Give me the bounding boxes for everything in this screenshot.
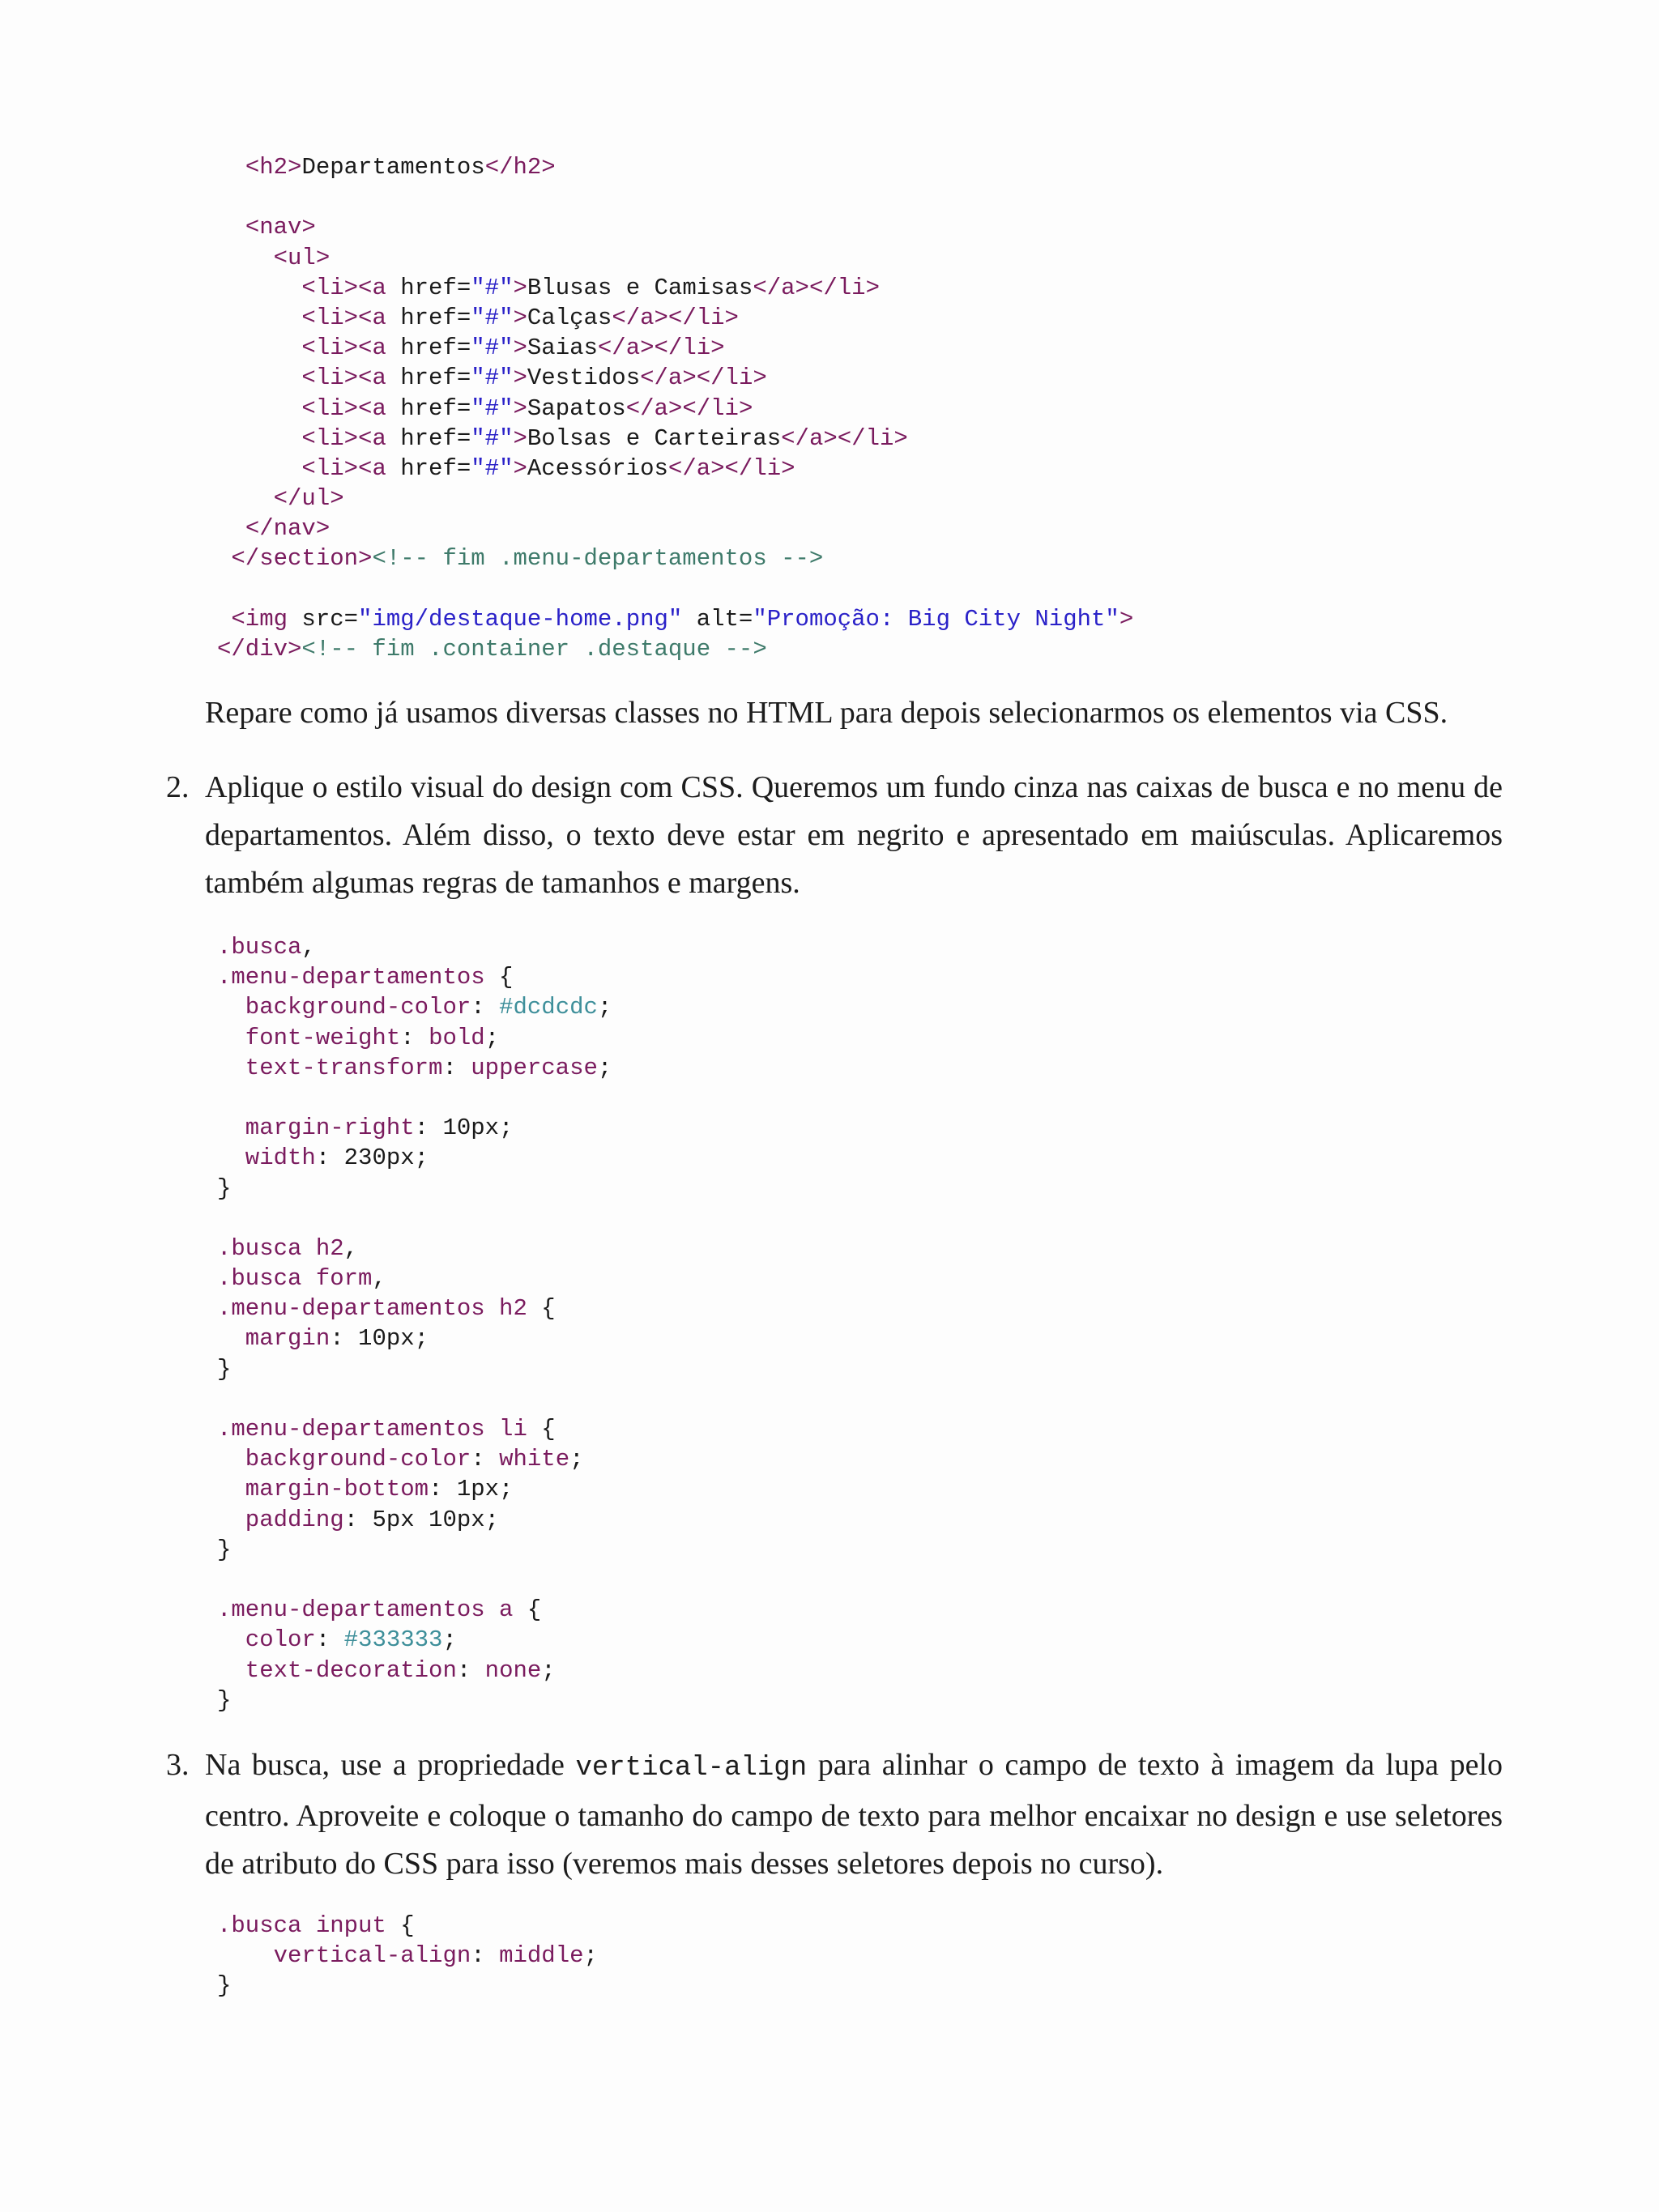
code-token: ;	[569, 1446, 584, 1473]
code-token: margin-right	[217, 1115, 415, 1142]
code-line	[217, 243, 1133, 273]
list-item-2	[205, 764, 1503, 907]
code-token: color	[217, 1626, 316, 1654]
code-token: "Promoção: Big City Night"	[753, 605, 1120, 633]
code-line	[217, 1971, 598, 2001]
code-token: "#"	[471, 335, 514, 362]
code-line	[217, 1911, 598, 1941]
code-token: font-weight	[217, 1024, 401, 1051]
code-line	[217, 1595, 612, 1625]
code-line	[217, 1204, 612, 1234]
code-token: ;	[597, 1054, 612, 1081]
list-item-3	[205, 1741, 1503, 1888]
code-token: .busca form	[217, 1265, 373, 1293]
code-token: middle	[499, 1942, 584, 1970]
code-line	[217, 1444, 612, 1474]
code-token: <li><a	[245, 335, 401, 362]
code-token: bold	[429, 1024, 485, 1051]
code-token: href=	[400, 394, 471, 422]
code-line	[217, 1023, 612, 1053]
code-token: :	[315, 1626, 344, 1654]
code-token: margin	[217, 1325, 331, 1353]
code-token: href=	[400, 454, 471, 482]
code-token: <nav>	[245, 214, 316, 241]
code-line	[217, 152, 1133, 182]
code-line	[217, 1053, 612, 1083]
code-token: .busca h2	[217, 1234, 344, 1262]
code-token: >	[513, 274, 527, 301]
code-token: Calças	[527, 304, 612, 331]
code-token: :	[471, 1446, 500, 1473]
code-token: >	[513, 304, 527, 331]
code-token: <li><a	[245, 304, 401, 331]
code-line	[217, 394, 1133, 424]
code-line	[217, 333, 1133, 363]
code-token: .menu-departamentos li	[217, 1416, 527, 1443]
code-line	[217, 574, 1133, 604]
code-token: </div>	[217, 636, 302, 663]
list-number-2: 2.	[166, 770, 190, 804]
list-number-3: 3.	[166, 1748, 190, 1782]
code-token: :	[471, 994, 500, 1021]
code-line	[217, 992, 612, 1022]
code-token: <img	[231, 605, 302, 633]
list-item-2-text: Aplique o estilo visual do design com CSS. Queremos um fundo cinza nas caixas de busca e no menu de departamentos. Além disso, o texto deve estar em negrito e apresentado em maiúsculas. Aplicaremos também algumas regras de tamanhos e margens.	[205, 770, 1503, 900]
code-token: </a></li>	[625, 394, 753, 422]
code-line	[217, 1414, 612, 1444]
code-token: .busca	[217, 934, 302, 961]
code-line	[217, 1625, 612, 1655]
item-3-text-before: Na busca, use a propriedade	[205, 1748, 576, 1782]
code-token: Departamentos	[301, 154, 485, 181]
code-token: : 1px;	[429, 1476, 514, 1503]
code-token: :	[471, 1942, 500, 1970]
code-token: src=	[301, 605, 359, 633]
code-line	[217, 424, 1133, 454]
code-token: </a></li>	[753, 274, 880, 301]
code-token: width	[217, 1144, 316, 1172]
code-line	[217, 543, 1133, 573]
code-line	[217, 454, 1133, 484]
code-token: {	[527, 1416, 556, 1443]
code-token: .busca input	[217, 1912, 386, 1939]
code-line	[217, 1174, 612, 1204]
code-token: }	[217, 1174, 232, 1202]
code-token: <li><a	[245, 364, 401, 392]
code-line	[217, 1354, 612, 1384]
code-line	[217, 634, 1133, 664]
code-line	[217, 484, 1133, 514]
code-line	[217, 604, 1133, 634]
code-token: }	[217, 1536, 232, 1563]
code-token: :	[400, 1024, 429, 1051]
css-code-block-2	[217, 1911, 598, 2001]
code-token: .menu-departamentos h2	[217, 1295, 527, 1323]
code-token: :	[442, 1054, 471, 1081]
code-line	[217, 514, 1133, 543]
code-token: >	[513, 454, 527, 482]
code-token: {	[527, 1295, 556, 1323]
code-token: }	[217, 1972, 232, 2000]
code-token: .menu-departamentos a	[217, 1596, 514, 1624]
code-line	[217, 1083, 612, 1113]
code-token: href=	[400, 304, 471, 331]
code-token: >	[513, 364, 527, 392]
code-token: padding	[217, 1506, 344, 1533]
code-token: ;	[484, 1024, 500, 1051]
code-token: Bolsas e Carteiras	[527, 424, 782, 452]
paragraph-text: Repare como já usamos diversas classes no HTML para depois selecionarmos os elementos via CSS.	[205, 696, 1448, 730]
code-token: :	[456, 1656, 485, 1684]
list-item-3-text	[205, 1741, 1503, 1888]
code-token: </ul>	[245, 485, 344, 513]
code-token: >	[513, 394, 527, 422]
code-token: </a></li>	[597, 335, 725, 362]
code-token: href=	[400, 335, 471, 362]
code-token: ,	[343, 1234, 359, 1262]
code-token: Blusas e Camisas	[527, 274, 753, 301]
code-line	[217, 1656, 612, 1686]
code-token: <ul>	[245, 244, 331, 271]
code-token: {	[484, 964, 514, 991]
code-token: "#"	[471, 394, 514, 422]
code-token: Acessórios	[527, 454, 668, 482]
code-token: "#"	[471, 454, 514, 482]
code-token: </a></li>	[667, 454, 795, 482]
code-token: <!-- fim .menu-departamentos -->	[372, 545, 824, 573]
code-token: "img/destaque-home.png"	[358, 605, 683, 633]
code-token: ,	[372, 1265, 386, 1293]
code-token: {	[386, 1912, 415, 1939]
code-line	[217, 932, 612, 962]
code-token: }	[217, 1686, 232, 1714]
code-token: ;	[597, 994, 612, 1021]
code-token: href=	[400, 364, 471, 392]
code-token: Saias	[527, 335, 598, 362]
code-line	[217, 1294, 612, 1323]
code-token: "#"	[471, 304, 514, 331]
inline-code-vertical-align: vertical-align	[575, 1753, 808, 1784]
code-line	[217, 1474, 612, 1504]
code-token: #dcdcdc	[499, 994, 598, 1021]
code-token: ;	[442, 1626, 457, 1654]
paragraph-classes-note	[205, 689, 1509, 737]
code-token: .menu-departamentos	[217, 964, 485, 991]
code-token: </h2>	[484, 154, 556, 181]
code-line	[217, 1323, 612, 1353]
code-line	[217, 1686, 612, 1715]
code-token: "#"	[471, 424, 514, 452]
code-token: <!-- fim .container .destaque -->	[301, 636, 767, 663]
code-line	[217, 182, 1133, 212]
code-token: </section>	[231, 545, 373, 573]
code-token: #333333	[343, 1626, 443, 1654]
code-token: ,	[301, 934, 316, 961]
code-token: ;	[583, 1942, 598, 1970]
code-line	[217, 1143, 612, 1173]
code-token: <li><a	[245, 394, 401, 422]
code-token: </nav>	[245, 515, 331, 543]
code-line	[217, 1505, 612, 1535]
code-line	[217, 1234, 612, 1264]
code-line	[217, 1113, 612, 1143]
code-token: : 5px 10px;	[343, 1506, 500, 1533]
code-token: </a></li>	[640, 364, 767, 392]
code-token: >	[513, 424, 527, 452]
code-token: : 10px;	[414, 1115, 514, 1142]
code-token: text-decoration	[217, 1656, 457, 1684]
code-line	[217, 1264, 612, 1294]
code-token: <li><a	[245, 424, 401, 452]
code-line	[217, 1384, 612, 1414]
code-token: background-color	[217, 994, 471, 1021]
code-token: background-color	[217, 1446, 471, 1473]
code-token: </a></li>	[612, 304, 739, 331]
html-code-block	[217, 152, 1133, 664]
code-token: margin-bottom	[217, 1476, 429, 1503]
code-token: "#"	[471, 364, 514, 392]
code-token: : 230px;	[315, 1144, 429, 1172]
code-token: alt=	[682, 605, 753, 633]
code-line	[217, 303, 1133, 333]
code-token: : 10px;	[330, 1325, 429, 1353]
code-token: href=	[400, 274, 471, 301]
item-3-text-after: para alinhar o campo de texto à imagem da lupa pelo centro. Aproveite e coloque o tamanho do campo de texto para melhor encaixar no design e use seletores de atributo do CSS para isso (veremos mais desses seletores depois no curso).	[205, 1748, 1503, 1881]
code-token: none	[484, 1656, 542, 1684]
code-token: Sapatos	[527, 394, 626, 422]
code-token: white	[499, 1446, 570, 1473]
code-token: href=	[400, 424, 471, 452]
code-token: vertical-align	[217, 1942, 471, 1970]
code-line	[217, 273, 1133, 303]
code-line	[217, 1941, 598, 1971]
code-token: <li><a	[245, 274, 401, 301]
code-line	[217, 363, 1133, 393]
code-token: >	[513, 335, 527, 362]
code-token: }	[217, 1355, 232, 1383]
code-line	[217, 962, 612, 992]
code-line	[217, 1565, 612, 1595]
code-token: ;	[541, 1656, 556, 1684]
code-token: {	[513, 1596, 542, 1624]
code-token: >	[1119, 605, 1134, 633]
css-code-block	[217, 932, 612, 1715]
code-token: <li><a	[245, 454, 401, 482]
code-token: text-transform	[217, 1054, 443, 1081]
code-token: "#"	[471, 274, 514, 301]
code-token: <h2>	[245, 154, 302, 181]
code-line	[217, 1535, 612, 1565]
code-line	[217, 212, 1133, 242]
code-token: Vestidos	[527, 364, 641, 392]
code-token: </a></li>	[781, 424, 908, 452]
code-token: uppercase	[471, 1054, 598, 1081]
